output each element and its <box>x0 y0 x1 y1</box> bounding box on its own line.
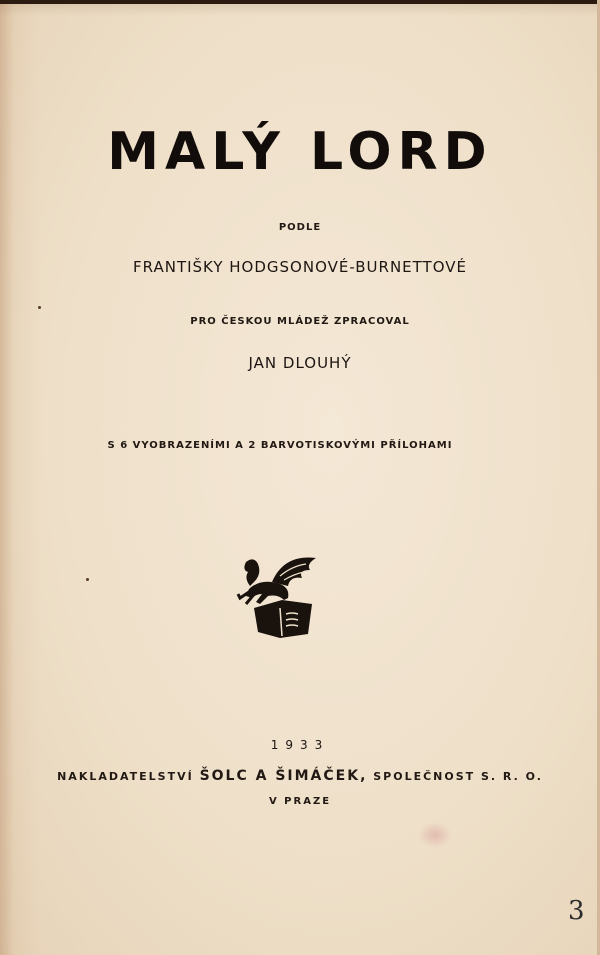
publisher-name: ŠOLC A ŠIMÁČEK, <box>199 768 368 784</box>
adapted-line: PRO ČESKOU MLÁDEŽ ZPRACOVAL <box>190 316 410 327</box>
author-name: FRANTIŠKY HODGSONOVÉ-BURNETTOVÉ <box>133 258 467 276</box>
adapter-name: JAN DLOUHÝ <box>248 354 352 372</box>
publisher-suffix: SPOLEČNOST S. R. O. <box>373 770 543 783</box>
publisher-prefix: NAKLADATELSTVÍ <box>57 770 194 783</box>
publication-year: 1933 <box>270 738 330 752</box>
page-top-edge <box>0 0 600 4</box>
paper-stain <box>418 822 452 848</box>
publisher-line <box>0 768 600 784</box>
paper-speck <box>38 306 41 309</box>
pegasus-on-book-icon <box>232 548 322 640</box>
publication-place: V PRAZE <box>268 796 332 807</box>
page-number: 3 <box>568 896 585 926</box>
by-label: PODLE <box>278 222 322 233</box>
book-title: MALÝ LORD <box>107 122 493 182</box>
paper-speck <box>86 578 89 581</box>
illustrations-note: S 6 VYOBRAZENÍMI A 2 BARVOTISKOVÝMI PŘÍLOHAMI <box>107 440 453 451</box>
